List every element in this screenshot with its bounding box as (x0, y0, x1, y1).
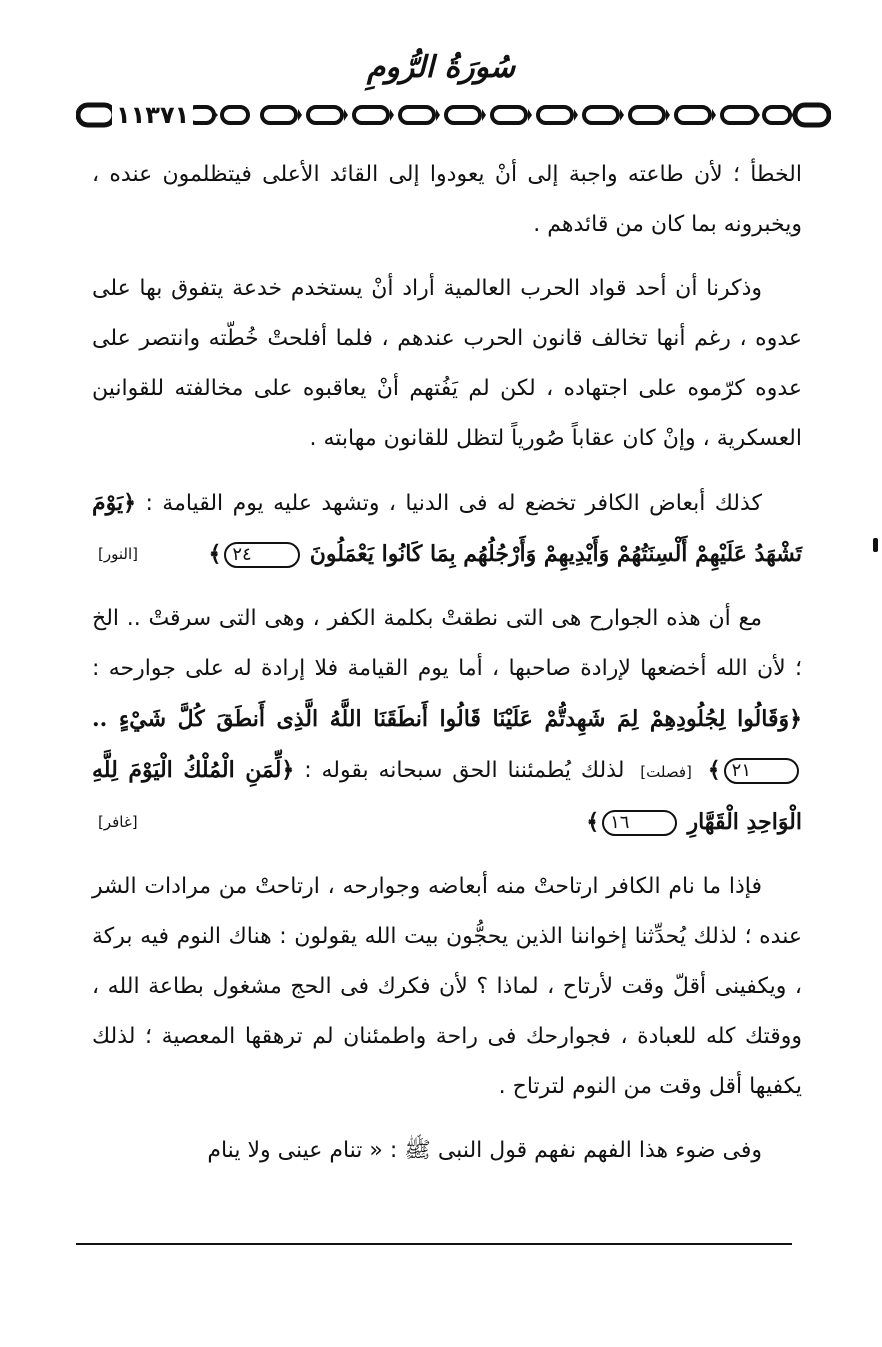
surah-title: سُورَةُ الرُّومِ (366, 50, 516, 85)
ayah-number-badge: ٢١ (724, 758, 799, 784)
quran-verse-nur: ﴿يَوْمَ تَشْهَدُ عَلَيْهِمْ أَلْسِنَتُهُمْ وَأَيْدِيهِمْ وَأَرْجُلُهُم بِمَا كَانُوا يَعْمَلُونَ (92, 490, 802, 567)
verse-close-bracket: ﴾ (707, 757, 721, 783)
paragraph-4-text-1: مع أن هذه الجوارح هى التى نطقتْ بكلمة الكفر ، وهى التى سرقتْ .. الخ ؛ لأن الله أخضعها لإرادة صاحبها ، أما يوم القيامة فلا إرادة له على جوارحه : (92, 606, 802, 681)
surah-reference-ghafir: [غافر] (98, 813, 138, 831)
page-number: ١١٣٧١ (112, 98, 193, 132)
paragraph-gap (92, 464, 802, 478)
paragraph-4-text-2: لذلك يُطمئننا الحق سبحانه بقوله : (304, 758, 625, 783)
footnote-divider (76, 1243, 792, 1245)
margin-mark (873, 538, 878, 552)
paragraph-2: وذكرنا أن أحد قواد الحرب العالمية أراد أنْ يستخدم خدعة يتفوق بها على عدوه ، رغم أنها تخالف قانون الحرب عندهم ، فلما أفلحتْ خُطّته وانتصر على عدوه كرّموه على اجتهاده ، لكن لم يَفُتهم أنْ يعاقبوه على مخالفته للقوانين العسكرية ، وإنْ كان عقاباً صُورياً لتظل للقانون مهابته . (92, 276, 802, 451)
paragraph-gap (92, 250, 802, 264)
paragraph-gap (92, 580, 802, 594)
paragraph-3 (92, 478, 802, 580)
paragraph-5: فإذا ما نام الكافر ارتاحتْ منه أبعاضه وجوارحه ، ارتاحتْ من مرادات الشر عنده ؛ لذلك يُحدِّثنا إخواننا الذين يحجُّون بيت الله يقولون : هناك النوم فيه بركة ، ويكفينى أقلّ وقت لأرتاح ، لماذا ؟ لأن فكرك فى الحج مشغول بطاعة الله ، ووقتك كله للعبادة ، فجوارحك فى راحة واطمئنان لم ترهقها المعصية ؛ لذلك يكفيها أقل وقت من النوم لترتاح . (92, 874, 802, 1099)
paragraph-gap (92, 1112, 802, 1126)
ayah-number-badge: ١٦ (602, 810, 677, 836)
ayah-number-badge: ٢٤ (224, 542, 299, 568)
surah-reference-fussilat: [فصلت] (640, 763, 692, 781)
verse-close-bracket: ﴾ (208, 541, 222, 567)
quran-verse-fussilat: ﴿وَقَالُوا لِجُلُودِهِمْ لِمَ شَهِدتُّمْ عَلَيْنَا قَالُوا أَنطَقَنَا اللَّهُ الَّذِى أَنطَقَ كُلَّ شَيْءٍ .. (92, 706, 802, 732)
surah-reference-nur: [النور] (98, 545, 138, 563)
quran-verse-ghafir: ﴿لِّمَنِ الْمُلْكُ الْيَوْمَ لِلَّهِ الْوَاحِدِ الْقَهَّارِ (92, 757, 802, 835)
paragraph-4 (92, 594, 802, 848)
paragraph-6: وفى ضوء هذا الفهم نفهم قول النبى ﷺ : « تنام عينى ولا ينام (207, 1138, 762, 1163)
page-body (92, 150, 802, 1176)
paragraph-gap (92, 848, 802, 862)
verse-close-bracket: ﴾ (586, 809, 600, 835)
paragraph-3-text: كذلك أبعاض الكافر تخضع له فى الدنيا ، وتشهد عليه يوم القيامة : (145, 491, 762, 516)
paragraph-1: الخطأ ؛ لأن طاعته واجبة إلى أنْ يعودوا إلى القائد الأعلى فيتظلمون عنده ، ويخبرونه بما كان من قائدهم . (92, 162, 802, 237)
